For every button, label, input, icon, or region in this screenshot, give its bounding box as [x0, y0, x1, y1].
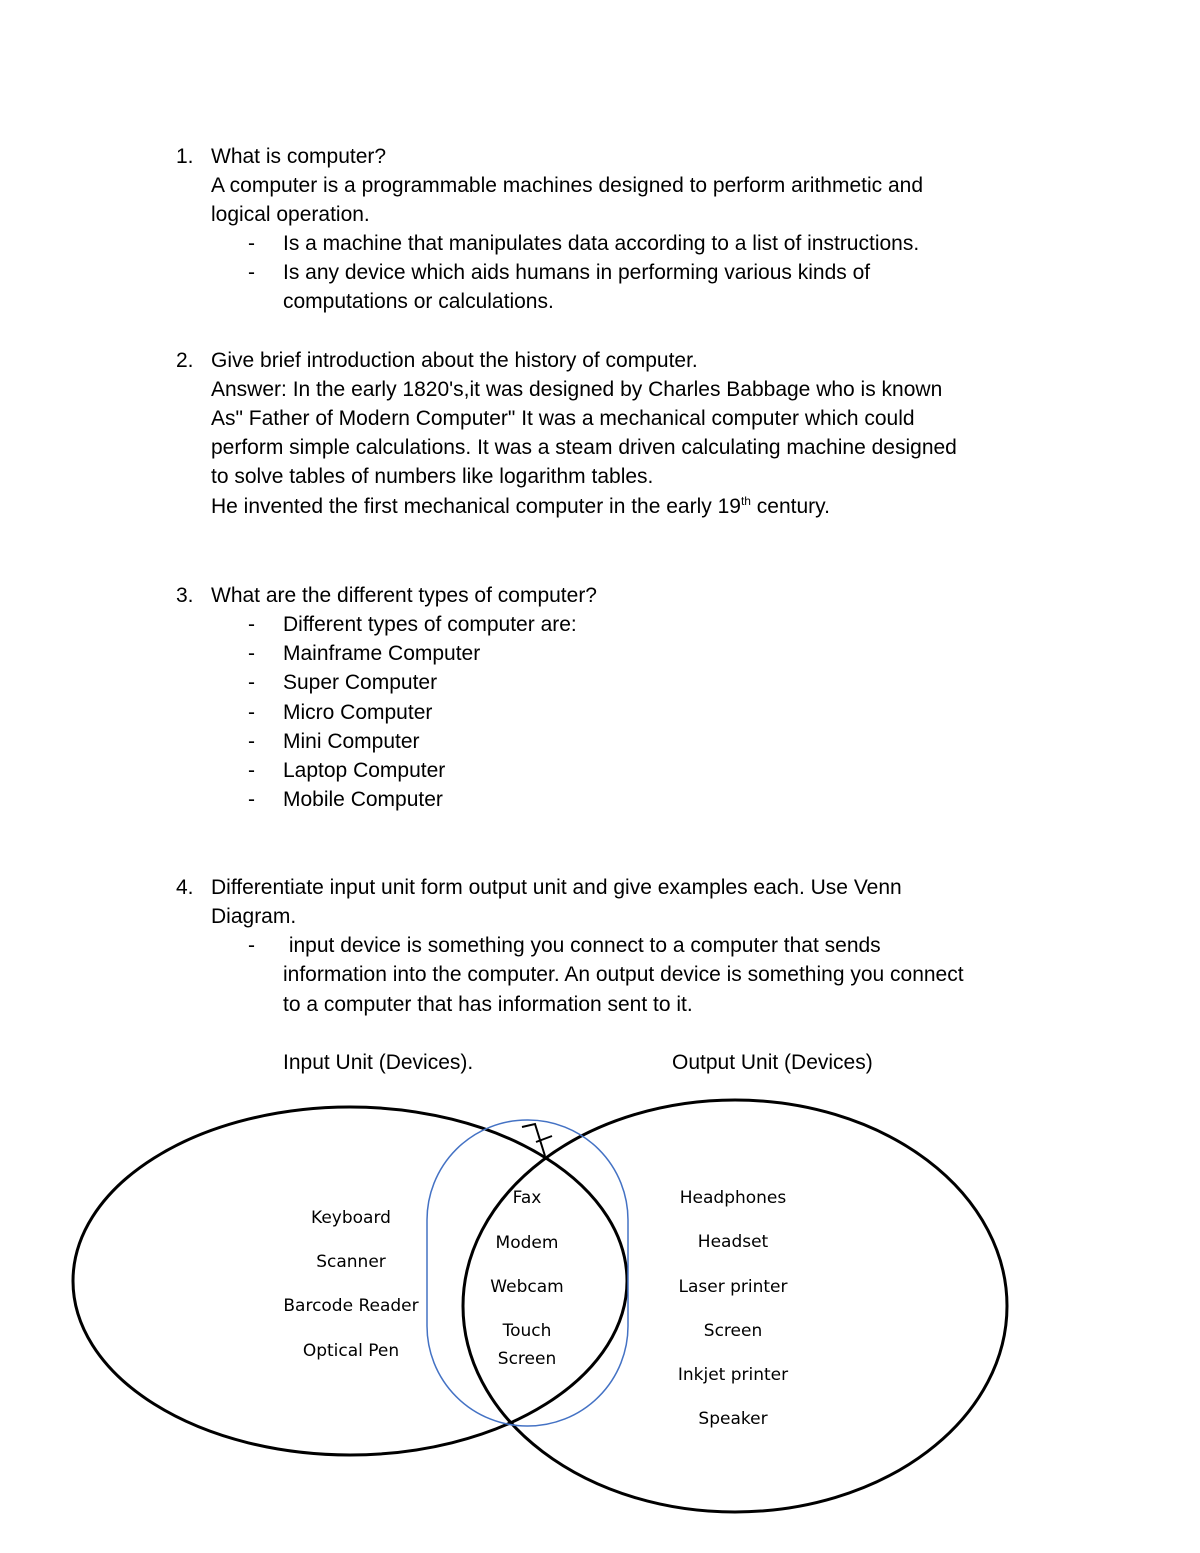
shared-device-item: Webcam — [490, 1277, 564, 1297]
q1-answer-line: A computer is a programmable machines designed to perform arithmetic and — [211, 174, 924, 197]
q2-answer-line: to solve tables of numbers like logarithm tables. — [211, 465, 654, 488]
output-device-item: Inkjet printer — [677, 1365, 789, 1385]
output-unit-heading: Output Unit (Devices) — [672, 1051, 873, 1074]
input-device-item: Keyboard — [311, 1208, 391, 1228]
q4-answer-line: to a computer that has information sent to it. — [283, 993, 693, 1016]
q1-bullet-text: computations or calculations. — [283, 290, 554, 313]
q3-list-item: Different types of computer are: — [283, 613, 577, 636]
bullet-dash: - — [248, 759, 255, 782]
output-device-item: Speaker — [698, 1409, 768, 1429]
bullet-dash: - — [248, 934, 255, 957]
q2-answer-line: Answer: In the early 1820's,it was designed by Charles Babbage who is known — [211, 378, 943, 401]
q1-question: What is computer? — [211, 145, 387, 168]
q2-number: 2. — [176, 349, 194, 372]
q4-answer-line: input device is something you connect to a computer that sends — [283, 934, 881, 957]
q1-number: 1. — [176, 145, 194, 168]
q1-bullet-text: Is any device which aids humans in performing various kinds of — [283, 261, 871, 284]
shared-device-item: Fax — [512, 1188, 542, 1208]
q2-question: Give brief introduction about the history of computer. — [211, 349, 698, 372]
q3-list-item: Mainframe Computer — [283, 642, 481, 665]
q3-list-item: Micro Computer — [283, 701, 433, 724]
q4-question: Differentiate input unit form output unit and give examples each. Use Venn — [211, 876, 902, 899]
q3-number: 3. — [176, 584, 194, 607]
output-unit-ellipse — [463, 1100, 1007, 1512]
bullet-dash: - — [248, 730, 255, 753]
q1-bullet-text: Is a machine that manipulates data according to a list of instructions. — [283, 232, 920, 255]
ordinal-superscript: th — [740, 494, 751, 508]
q3-question: What are the different types of computer? — [211, 584, 597, 607]
shared-device-item: Screen — [497, 1349, 557, 1369]
q2-answer-line: As" Father of Modern Computer" It was a mechanical computer which could — [211, 407, 915, 430]
bullet-dash: - — [248, 671, 255, 694]
output-device-item: Screen — [703, 1321, 763, 1341]
q2-answer-line: perform simple calculations. It was a steam driven calculating machine designed — [211, 436, 957, 459]
shared-device-item: Modem — [495, 1233, 559, 1253]
bullet-dash: - — [248, 613, 255, 636]
q3-list-item: Super Computer — [283, 671, 438, 694]
q3-list-item: Mini Computer — [283, 730, 420, 753]
input-unit-heading: Input Unit (Devices). — [283, 1051, 474, 1074]
q2-last-line-end: century. — [750, 495, 830, 518]
output-device-item: Laser printer — [678, 1277, 788, 1297]
bullet-dash: - — [248, 642, 255, 665]
input-device-item: Barcode Reader — [283, 1296, 419, 1316]
q4-question: Diagram. — [211, 905, 297, 928]
shared-device-item: Touch — [502, 1321, 552, 1341]
output-device-item: Headphones — [679, 1188, 787, 1208]
output-device-item: Headset — [697, 1232, 769, 1252]
q3-list-item: Laptop Computer — [283, 759, 446, 782]
q4-answer-line: information into the computer. An output device is something you connect — [283, 963, 964, 986]
q4-number: 4. — [176, 876, 194, 899]
bullet-dash: - — [248, 701, 255, 724]
bullet-dash: - — [248, 788, 255, 811]
input-device-item: Optical Pen — [302, 1341, 400, 1361]
q3-list-item: Mobile Computer — [283, 788, 443, 811]
input-device-item: Scanner — [316, 1252, 386, 1272]
q2-last-line-text: He invented the first mechanical computer in the early 19 — [211, 495, 741, 518]
overlap-outline — [427, 1120, 628, 1426]
bullet-dash: - — [248, 232, 255, 255]
bullet-dash: - — [248, 261, 255, 284]
q1-answer-line: logical operation. — [211, 203, 370, 226]
